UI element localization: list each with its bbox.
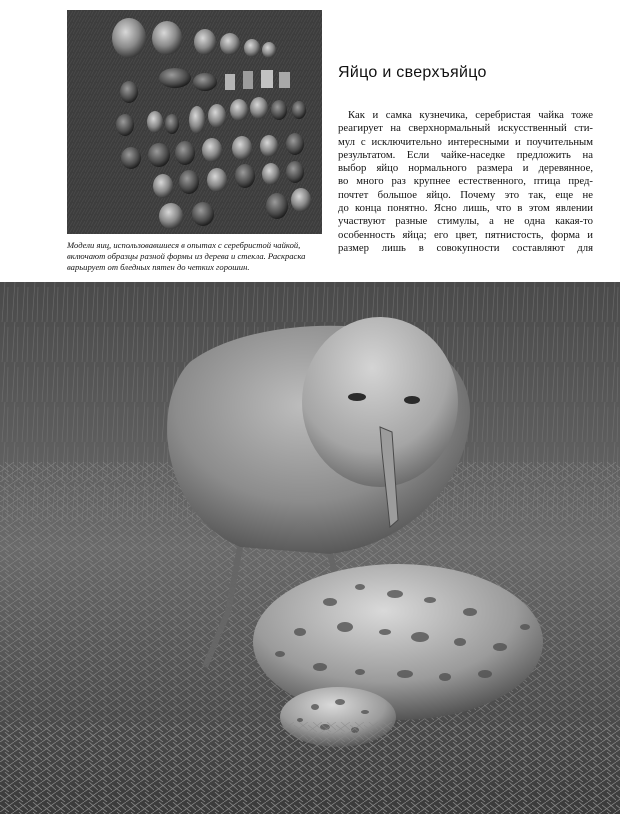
paragraph-line: участвуют разные стимулы, а не одна какая-то	[338, 215, 593, 228]
gull-nest-illustration	[0, 282, 620, 814]
egg-models-photo	[67, 10, 322, 234]
paragraph-line: выбор яйцо нормального размера и деревянное,	[338, 162, 593, 175]
paragraph-line: почтет большое яйцо. Почему это так, еще не	[338, 188, 593, 201]
article-paragraph	[338, 109, 593, 255]
paragraph-line: особенность яйца; его цвет, пятнистость, форма и	[338, 228, 593, 241]
paragraph-line: мул с исключительно интересными и поучительным	[338, 135, 593, 148]
egg-models-illustration	[67, 10, 322, 234]
caption-line: включают образцы разной формы из дерева и стекла. Раскраска	[67, 251, 306, 261]
caption-line: варьирует от бледных пятен до четких горошин.	[67, 262, 250, 272]
paragraph-line: размер лишь в совокупности составляют для	[338, 241, 593, 254]
paragraph-line: до конца понятно. Ясно лишь, что в этом явлении	[338, 202, 593, 215]
paragraph-line: во много раз крупнее естественного, птица пред-	[338, 175, 593, 188]
caption-line: Модели яиц, использовавшиеся в опытах с серебристой чайкой,	[67, 240, 301, 250]
paragraph-line: реагирует на сверхнормальный искусственный сти-	[338, 122, 593, 135]
figure-caption	[67, 240, 325, 273]
paragraph-line: Как и самка кузнечика, серебристая чайка тоже	[348, 109, 593, 121]
article-title: Яйцо и сверхъяйцо	[338, 64, 487, 81]
paragraph-line: результатом. Если чайке-наседке предложить на	[338, 148, 593, 161]
gull-with-giant-egg-photo	[0, 282, 620, 814]
